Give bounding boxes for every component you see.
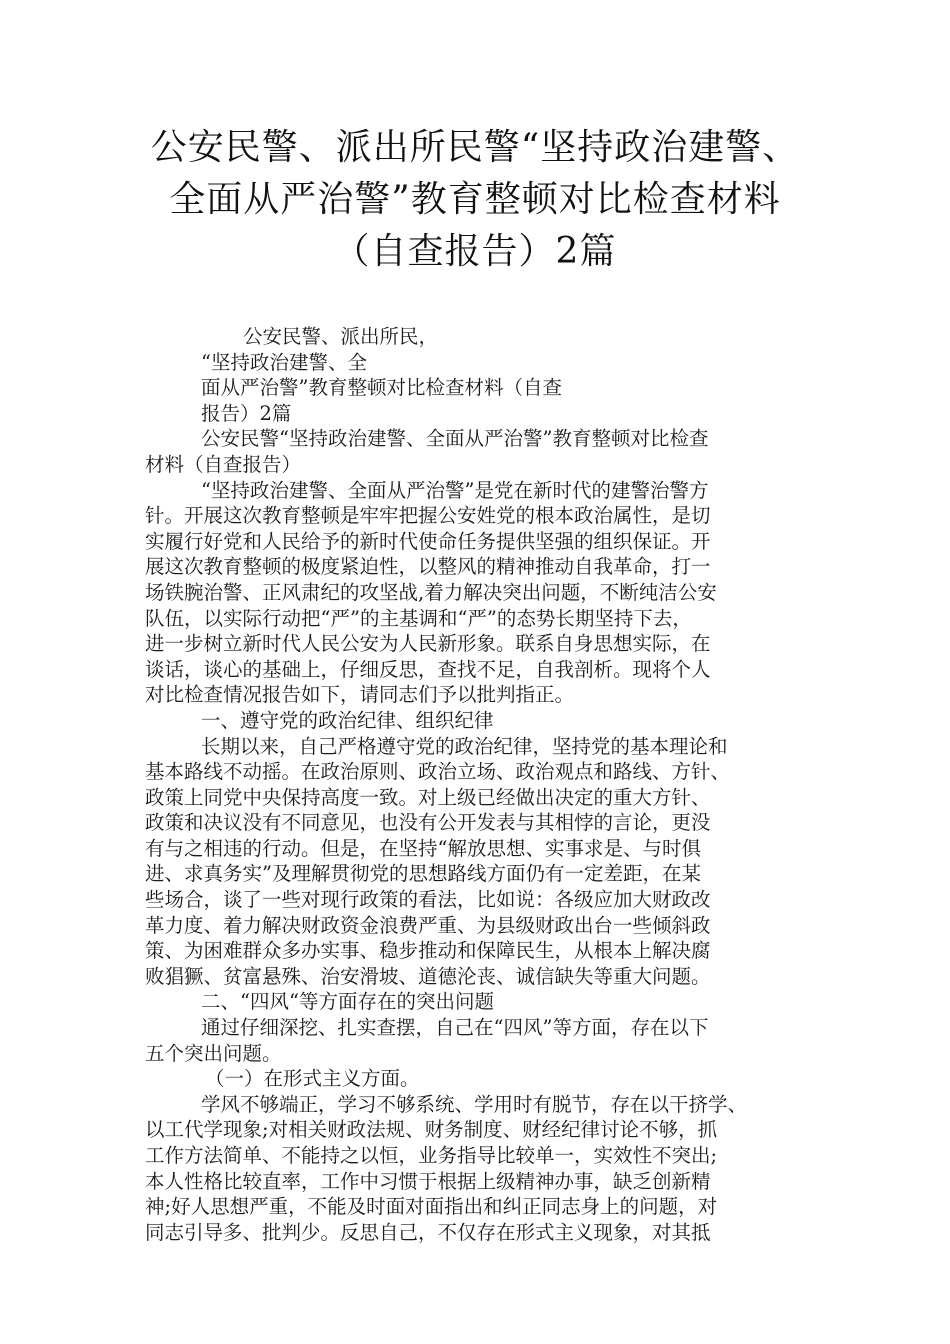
text-line: 谈话，谈心的基础上，仔细反思，查找不足，自我剖析。现将个人 bbox=[145, 657, 711, 681]
text-line: 对比检查情况报告如下，请同志们予以批判指正。 bbox=[145, 683, 575, 707]
document-title bbox=[120, 122, 830, 278]
text-line: 些场合，谈了一些对现行政策的看法，比如说：各级应加大财政改 bbox=[145, 888, 711, 912]
title-line: 全面从严治警”教育整顿对比检查材料 bbox=[169, 179, 781, 220]
text-line: 进、求真务实”及理解贯彻党的思想路线方面仍有一定差距，在某 bbox=[145, 862, 701, 886]
text-line: 长期以来，自己严格遵守党的政治纪律，坚持党的基本理论和 bbox=[201, 734, 728, 758]
text-line: 革力度、着力解决财政资金浪费严重、为县级财政出台一些倾斜政 bbox=[145, 913, 711, 937]
text-line: 工作方法简单、不能持之以恒，业务指导比较单一，实效性不突出; bbox=[145, 1144, 718, 1167]
text-line: 场铁腕治警、正风肃纪的攻坚战,着力解决突出问题，不断纯洁公安 bbox=[145, 580, 717, 604]
text-line: 基本路线不动摇。在政治原则、政治立场、政治观点和路线、方针、 bbox=[145, 760, 731, 784]
subsection-heading: （一）在形式主义方面。 bbox=[205, 1067, 420, 1091]
text-line: 本人性格比较直率，工作中习惯于根据上级精神办事，缺乏创新精 bbox=[145, 1169, 711, 1193]
text-line: 公安民警“坚持政治建警、全面从严治警”教育整顿对比检查 bbox=[201, 427, 709, 451]
text-line: 政策上同党中央保持高度一致。对上级已经做出决定的重大方针、 bbox=[145, 785, 711, 809]
title-line: （自查报告）2篇 bbox=[333, 231, 617, 272]
text-line: “坚持政治建警、全面从严治警”是党在新时代的建警治警方 bbox=[201, 478, 709, 502]
text-line: “坚持政治建警、全 bbox=[201, 350, 367, 374]
section-heading: 二、“四风“等方面存在的突出问题 bbox=[201, 990, 494, 1014]
text-line: 策、为困难群众多办实事、稳步推动和保障民生，从根本上解决腐 bbox=[145, 939, 711, 963]
text-line: 学风不够端正，学习不够系统、学用时有脱节，存在以干挤学、 bbox=[201, 1092, 748, 1116]
document-body bbox=[145, 324, 813, 1245]
text-line: 以工代学现象;对相关财政法规、财务制度、财经纪律讨论不够，抓 bbox=[145, 1118, 718, 1142]
text-line: 队伍，以实际行动把“严”的主基调和“严”的态势长期坚持下去， bbox=[145, 606, 692, 630]
text-line: 有与之相违的行动。但是，在坚持“解放思想、实事求是、与时俱 bbox=[145, 836, 701, 860]
text-line: 五个突出问题。 bbox=[145, 1041, 282, 1065]
text-line: 公安民警、派出所民， bbox=[243, 325, 439, 348]
text-line: 同志引导多、批判少。反思自己，不仅存在形式主义现象，对其抵 bbox=[145, 1220, 711, 1244]
section-heading: 一、遵守党的政治纪律、组织纪律 bbox=[201, 708, 494, 732]
text-line: 材料（自查报告） bbox=[145, 452, 302, 476]
text-line: 政策和决议没有不同意见，也没有公开发表与其相悖的言论，更没 bbox=[145, 811, 711, 835]
text-line: 通过仔细深挖、扎实查摆，自己在“四风”等方面，存在以下 bbox=[201, 1016, 709, 1040]
title-line: 公安民警、派出所民警“坚持政治建警、 bbox=[150, 127, 800, 168]
text-line: 针。开展这次教育整顿是牢牢把握公安姓党的根本政治属性，是切 bbox=[145, 504, 711, 528]
text-line: 进一步树立新时代人民公安为人民新形象。联系自身思想实际，在 bbox=[145, 632, 711, 656]
text-line: 神;好人思想严重，不能及时面对面指出和纠正同志身上的问题，对 bbox=[145, 1195, 718, 1219]
text-line: 败猖獗、贫富悬殊、治安滑坡、道德沦丧、诚信缺失等重大问题。 bbox=[145, 964, 711, 988]
text-line: 报告）2篇 bbox=[201, 401, 292, 425]
text-line: 实履行好党和人民给予的新时代使命任务提供坚强的组织保证。开 bbox=[145, 529, 711, 553]
text-line: 面从严治警”教育整顿对比检查材料（自查 bbox=[201, 376, 562, 400]
text-line: 展这次教育整顿的极度紧迫性，以整风的精神推动自我革命，打一 bbox=[145, 555, 711, 579]
